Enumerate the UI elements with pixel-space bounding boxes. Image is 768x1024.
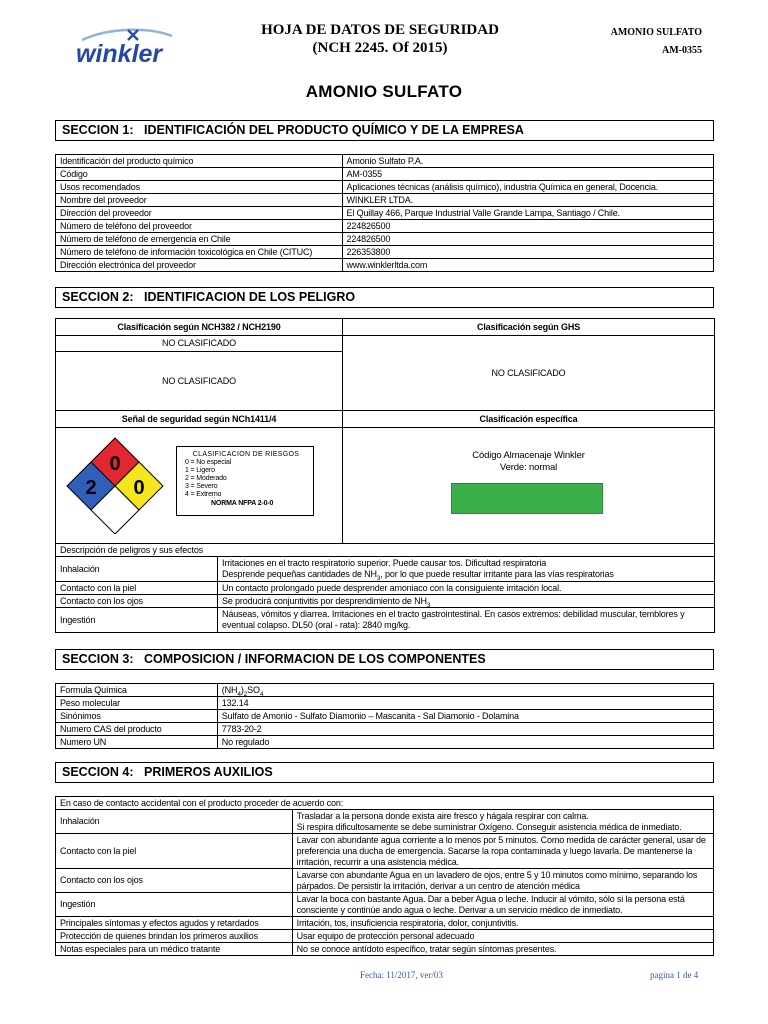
first-aid-value: No se conoce antídoto específico, tratar según síntomas presentes. xyxy=(292,943,713,956)
composition-label: Numero UN xyxy=(56,736,218,749)
section1-title: IDENTIFICACIÓN DEL PRODUCTO QUÍMICO Y DE LA EMPRESA xyxy=(144,123,524,137)
composition-row xyxy=(56,710,714,723)
product-id-value: www.winklerltda.com xyxy=(342,259,713,272)
specific-header: Clasificación específica xyxy=(343,411,715,428)
section3-header xyxy=(55,649,714,670)
composition-label: Peso molecular xyxy=(56,697,218,710)
product-id-row xyxy=(56,233,714,246)
risk-legend xyxy=(176,446,314,516)
first-aid-label: Notas especiales para un médico tratante xyxy=(56,943,293,956)
first-aid-row xyxy=(56,943,714,956)
first-aid-row xyxy=(56,893,714,917)
section1-header xyxy=(55,120,714,141)
hazard-inhalation-label: Inhalación xyxy=(56,557,218,582)
nch382-value-1: NO CLASIFICADO xyxy=(56,336,343,352)
legend-heading: CLASIFICACION DE RIESGOS xyxy=(192,451,300,458)
hazards-header: Descripción de peligros y sus efectos xyxy=(56,544,715,557)
section4-number: SECCION 4: xyxy=(62,765,134,779)
product-id-row xyxy=(56,259,714,272)
product-id-value: Amonio Sulfato P.A. xyxy=(342,155,713,168)
section2-table xyxy=(55,318,715,633)
formula-value: $(NH_4)_2SO_4$ xyxy=(217,684,713,697)
page-title: AMONIO SULFATO xyxy=(305,82,463,101)
product-id-value: 224826500 xyxy=(342,233,713,246)
first-aid-label: Principales síntomas y efectos agudos y retardados xyxy=(56,917,293,930)
composition-value: 132.14 xyxy=(217,697,713,710)
legend-item: 0 = No especial xyxy=(185,459,232,466)
nfpa-reactivity: 0 xyxy=(133,477,145,499)
nfpa-flammability: 0 xyxy=(109,453,121,475)
ghs-header: Clasificación según GHS xyxy=(343,319,715,336)
hazard-ingestion-label: Ingestión xyxy=(56,608,218,633)
signal-cell xyxy=(56,428,343,544)
formula-label: Formula Química xyxy=(56,684,218,697)
product-id-value: WINKLER LTDA. xyxy=(342,194,713,207)
hazard-eyes-text: Se producirá conjuntivitis por desprendimiento de $NH_3$ xyxy=(218,595,715,608)
composition-value: 7783-20-2 xyxy=(217,723,713,736)
first-aid-value: Lavarse con abundante Agua en un lavadero de ojos, entre 5 y 10 minutos como mínimo, separando los párpados. De persistir la irritación, derivar a un centro de atención médica xyxy=(292,869,713,893)
legend-norma: NORMA NFPA 2-0-0 xyxy=(211,500,274,507)
hazard-inhalation-text xyxy=(218,557,715,582)
first-aid-label: Contacto con la piel xyxy=(56,834,293,869)
section4-header xyxy=(55,762,714,783)
hazard-inhalation-line2: Desprende pequeñas cantidades de $NH_3$, por lo que puede resultar irritante para las vías respiratorias xyxy=(222,569,614,582)
footer-date: Fecha: 11/2017, ver/03 xyxy=(360,970,443,980)
product-id-row xyxy=(56,246,714,259)
hazard-eyes-label: Contacto con los ojos xyxy=(56,595,218,608)
footer-page-number: pagina 1 de 4 xyxy=(650,970,699,980)
section1-table xyxy=(55,154,714,272)
product-id-value: 224826500 xyxy=(342,220,713,233)
section2-header xyxy=(55,287,714,308)
header-product-code: AM-0355 xyxy=(662,45,702,56)
section2-title: IDENTIFICACION DE LOS PELIGRO xyxy=(144,290,356,304)
product-id-label: Número de teléfono de emergencia en Chile xyxy=(56,233,343,246)
first-aid-value: Lavar con abundante agua corriente a lo menos por 5 minutos. Como medida de carácter general, usar de preferencia una ducha de emergencia. Sacarse la ropa contaminada y luego lavarla. De mantenerse la irritación, recurrir a una asistencia médica. xyxy=(292,834,713,869)
first-aid-label: Inhalación xyxy=(56,810,293,834)
product-id-row xyxy=(56,194,714,207)
product-id-row xyxy=(56,155,714,168)
hazard-skin-text: Un contacto prolongado puede desprender amoniaco con la consiguiente irritación local. xyxy=(218,582,715,595)
legend-item: 2 = Moderado xyxy=(185,475,227,482)
section2-number: SECCION 2: xyxy=(62,290,134,304)
composition-row xyxy=(56,736,714,749)
section4-table xyxy=(55,796,714,956)
first-aid-label: Ingestión xyxy=(56,893,293,917)
section1-number: SECCION 1: xyxy=(62,123,134,137)
product-id-row xyxy=(56,168,714,181)
nch382-value-2: NO CLASIFICADO xyxy=(56,352,343,411)
header-product-name: AMONIO SULFATO xyxy=(610,27,702,38)
composition-value: Sulfato de Amonio - Sulfato Diamonio – Mascanita - Sal Diamonio - Dolamina xyxy=(217,710,713,723)
composition-row xyxy=(56,697,714,710)
composition-value: No regulado xyxy=(217,736,713,749)
first-aid-row xyxy=(56,810,714,834)
product-id-label: Código xyxy=(56,168,343,181)
ghs-value: NO CLASIFICADO xyxy=(343,336,715,411)
first-aid-row xyxy=(56,917,714,930)
product-id-label: Nombre del proveedor xyxy=(56,194,343,207)
product-id-label: Número de teléfono del proveedor xyxy=(56,220,343,233)
product-id-value: AM-0355 xyxy=(342,168,713,181)
first-aid-row xyxy=(56,869,714,893)
hazard-ingestion-text: Náuseas, vómitos y diarrea. Irritaciones en el tracto gastrointestinal. En casos extremos: debilidad muscular, temblores y eventual colapso. DL50 (oral - rata): 2840 mg/kg. xyxy=(218,608,715,633)
legend-item: 3 = Severo xyxy=(185,483,218,490)
storage-color-swatch xyxy=(451,483,603,514)
first-aid-value: Irritación, tos, insuficiencia respiratoria, dolor, conjuntivitis. xyxy=(292,917,713,930)
legend-item: 1 = Ligero xyxy=(185,467,215,474)
first-aid-value: Usar equipo de protección personal adecuado xyxy=(292,930,713,943)
hazard-skin-label: Contacto con la piel xyxy=(56,582,218,595)
nfpa-diamond-icon xyxy=(66,436,164,534)
first-aid-intro: En caso de contacto accidental con el producto proceder de acuerdo con: xyxy=(56,797,714,810)
signal-header: Señal de seguridad según NCh1411/4 xyxy=(56,411,343,428)
product-id-value: 226353800 xyxy=(342,246,713,259)
first-aid-label: Contacto con los ojos xyxy=(56,869,293,893)
first-aid-row xyxy=(56,834,714,869)
storage-code-cell xyxy=(343,428,715,544)
product-id-label: Dirección del proveedor xyxy=(56,207,343,220)
product-id-label: Identificación del producto químico xyxy=(56,155,343,168)
product-id-row xyxy=(56,181,714,194)
document-title-line1: HOJA DE DATOS DE SEGURIDAD xyxy=(261,22,499,38)
section3-table xyxy=(55,683,714,749)
section3-number: SECCION 3: xyxy=(62,652,134,666)
winkler-logo xyxy=(72,28,182,72)
composition-label: Sinónimos xyxy=(56,710,218,723)
section3-title: COMPOSICION / INFORMACION DE LOS COMPONENTES xyxy=(144,652,486,666)
nfpa-health: 2 xyxy=(85,477,97,499)
first-aid-label: Protección de quienes brindan los primeros auxilios xyxy=(56,930,293,943)
first-aid-value: Trasladar a la persona donde exista aire fresco y hágala respirar con calma. Si respira dificultosamente se debe suministrar Oxígeno. Conseguir asistencia médica de inmediato. xyxy=(292,810,713,834)
nch382-header: Clasificación según NCH382 / NCH2190 xyxy=(56,319,343,336)
product-id-label: Dirección electrónica del proveedor xyxy=(56,259,343,272)
composition-row xyxy=(56,723,714,736)
product-id-row xyxy=(56,207,714,220)
product-id-row xyxy=(56,220,714,233)
hazard-inhalation-line1: Irritaciones en el tracto respiratorio superior. Puede causar tos. Dificultad respiratoria xyxy=(222,558,547,568)
storage-code-value: Verde: normal xyxy=(499,462,558,473)
product-id-label: Número de teléfono de información toxicológica en Chile (CITUC) xyxy=(56,246,343,259)
product-id-value: El Quillay 466, Parque Industrial Valle Grande Lampa, Santiago / Chile. xyxy=(342,207,713,220)
first-aid-row xyxy=(56,930,714,943)
product-id-label: Usos recomendados xyxy=(56,181,343,194)
section4-title: PRIMEROS AUXILIOS xyxy=(144,765,273,779)
svg-text:winkler: winkler xyxy=(76,40,163,68)
document-title-line2: (NCH 2245. Of 2015) xyxy=(312,40,448,56)
composition-label: Numero CAS del producto xyxy=(56,723,218,736)
product-id-value: Aplicaciones técnicas (análisis químico), industria Química en general, Docencia. xyxy=(342,181,713,194)
storage-code-label: Código Almacenaje Winkler xyxy=(472,450,585,461)
first-aid-value: Lavar la boca con bastante Agua. Dar a beber Agua o leche. Inducir al vómito, sólo si la persona está consciente y continúe ando agua o leche. Derivar a un servicio médico de inmediato. xyxy=(292,893,713,917)
legend-item: 4 = Extremo xyxy=(185,491,222,498)
